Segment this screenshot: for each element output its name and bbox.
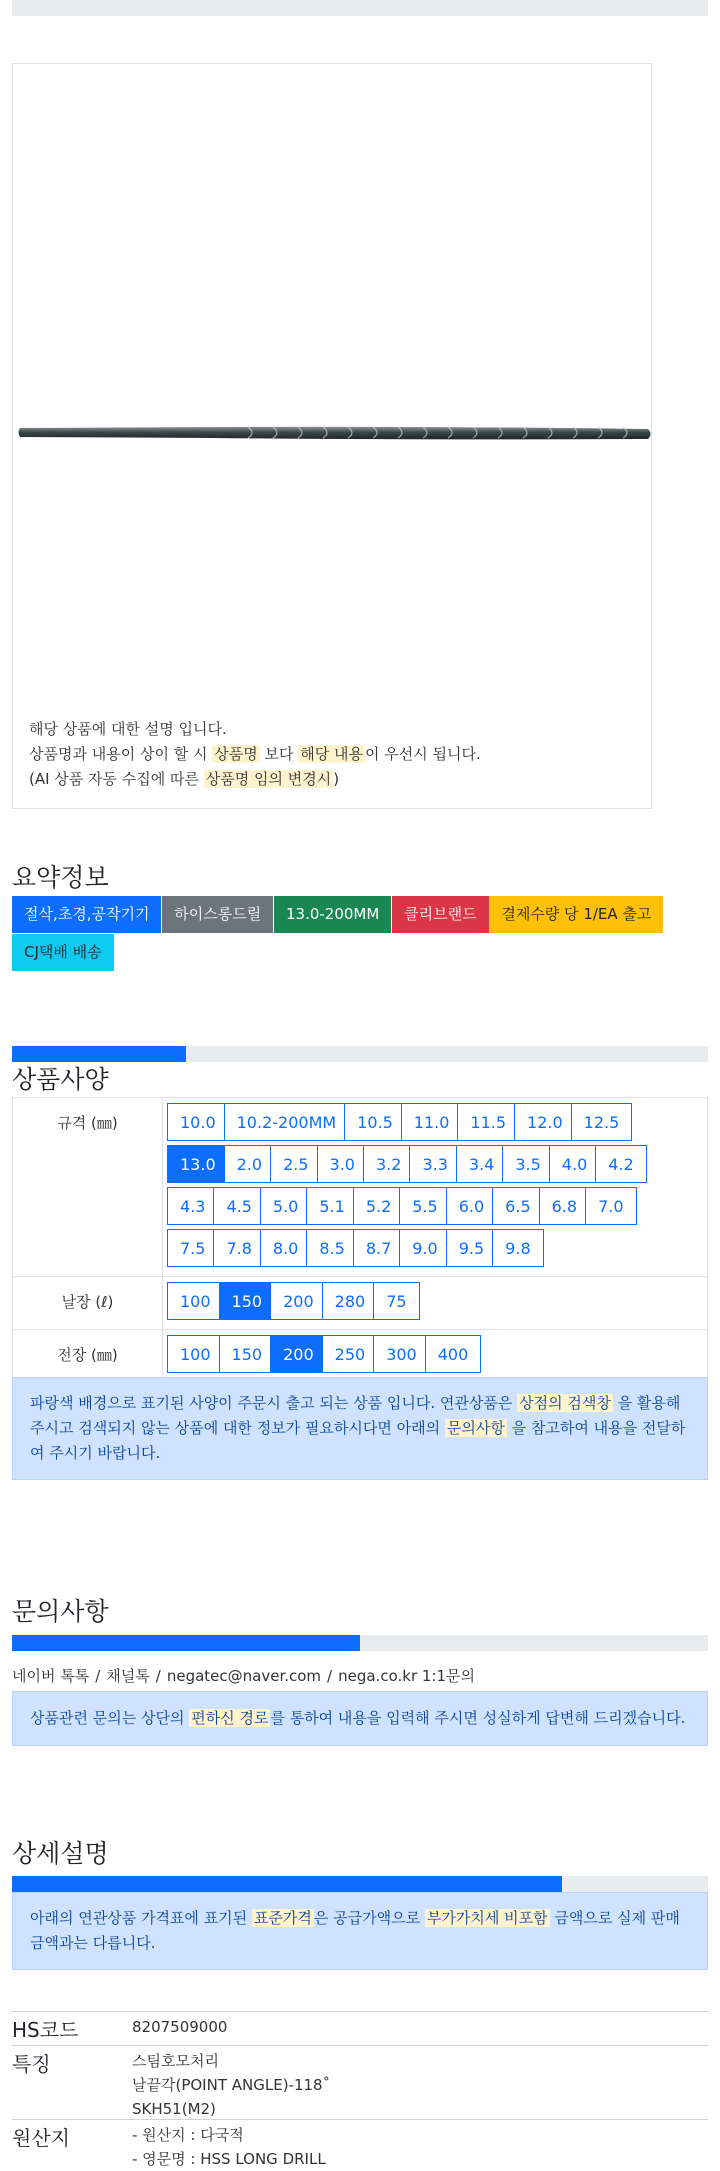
- info-line: 8207509000: [132, 2018, 228, 2036]
- info-key: 원산지: [12, 2126, 70, 2150]
- size-option-selected[interactable]: 13.0: [167, 1145, 229, 1183]
- size-options: [163, 1098, 708, 1277]
- info-value: [132, 2123, 326, 2171]
- info-line: SKH51(M2): [132, 2100, 216, 2118]
- size-option[interactable]: 9.5: [446, 1229, 497, 1267]
- size-option[interactable]: 2.5: [270, 1145, 321, 1183]
- summary-title: 요약정보: [12, 863, 109, 892]
- highlight: 상품명: [214, 745, 258, 763]
- highlight: 해당 내용: [300, 745, 363, 763]
- desc-text: 보다: [259, 745, 299, 763]
- size-option[interactable]: 5.2: [353, 1187, 404, 1225]
- inquiry-notice: [12, 1691, 708, 1746]
- specs-progress-bar: [12, 1046, 708, 1062]
- separator: /: [327, 1667, 333, 1685]
- size-option[interactable]: 4.2: [595, 1145, 646, 1183]
- channel-talk-link[interactable]: 채널톡: [106, 1667, 150, 1685]
- notice-text: 파랑색 배경으로 표기된 사양이 주문시 출고 되는 상품 입니다. 연관상품은: [30, 1394, 518, 1412]
- size-option[interactable]: 2.0: [224, 1145, 275, 1183]
- info-key: HS코드: [12, 2018, 79, 2042]
- size-option[interactable]: 3.3: [409, 1145, 460, 1183]
- size-option[interactable]: 5.1: [306, 1187, 357, 1225]
- brand-badge: 클리브랜드: [392, 896, 488, 933]
- info-value: [132, 2015, 227, 2039]
- info-line: 스팀호모처리: [132, 2052, 219, 2070]
- notice-text: 을 참고하여 내용을 전달하여 주시기 바랍니다.: [30, 1419, 686, 1462]
- spec-row-size: [13, 1098, 708, 1277]
- total-length-option-selected[interactable]: 200: [270, 1335, 327, 1373]
- desc-text: (AI 상품 자동 수집에 따른: [29, 770, 204, 788]
- desc-line-2: [29, 742, 481, 767]
- size-option[interactable]: 12.0: [514, 1103, 576, 1141]
- naver-talk-link[interactable]: 네이버 톡톡: [12, 1667, 90, 1685]
- size-option[interactable]: 7.5: [167, 1229, 218, 1267]
- spec-label: 전장 (㎜): [13, 1330, 163, 1383]
- separator: /: [155, 1667, 161, 1685]
- size-option[interactable]: 6.8: [539, 1187, 590, 1225]
- size-option[interactable]: 6.5: [492, 1187, 543, 1225]
- size-option[interactable]: 12.5: [571, 1103, 633, 1141]
- summary-badges: [12, 896, 708, 972]
- notice-text: 아래의 연관상품 가격표에 표기된: [30, 1909, 252, 1927]
- product-image-panel: [12, 63, 652, 809]
- size-option[interactable]: 11.5: [457, 1103, 519, 1141]
- detail-progress-bar: [12, 1876, 708, 1892]
- highlight: 부가가치세 비포함: [426, 1909, 548, 1927]
- total-length-option[interactable]: 100: [167, 1335, 224, 1373]
- desc-line-3: [29, 767, 481, 792]
- size-option[interactable]: 4.5: [213, 1187, 264, 1225]
- spec-notice: [12, 1377, 708, 1480]
- total-length-option[interactable]: 150: [219, 1335, 276, 1373]
- highlight: 표준가격: [253, 1909, 312, 1927]
- flute-length-options: [163, 1277, 708, 1330]
- spec-label: 날장 (ℓ): [13, 1277, 163, 1330]
- size-option[interactable]: 9.8: [492, 1229, 543, 1267]
- spec-label: 규격 (㎜): [13, 1098, 163, 1277]
- notice-text: 을 활용해 주시고 검색되지 않는 상품에 대한 정보가 필요하시다면 아래의: [30, 1394, 681, 1437]
- quantity-badge: 결제수량 당 1/EA 출고: [489, 896, 663, 933]
- size-option[interactable]: 10.2-200MM: [224, 1103, 350, 1141]
- image-description: [29, 717, 481, 792]
- desc-text: 이 우선시 됩니다.: [364, 745, 481, 763]
- size-option[interactable]: 10.0: [167, 1103, 229, 1141]
- size-option[interactable]: 3.2: [363, 1145, 414, 1183]
- flute-length-option[interactable]: 100: [167, 1282, 224, 1320]
- info-key: 특징: [12, 2052, 51, 2076]
- size-option[interactable]: 4.0: [549, 1145, 600, 1183]
- notice-text: 은 공급가액으로: [313, 1909, 425, 1927]
- top-progress-bar: [12, 0, 708, 16]
- email-link[interactable]: negatec@naver.com: [166, 1667, 322, 1685]
- flute-length-option-selected[interactable]: 150: [219, 1282, 276, 1320]
- one-to-one-inquiry-link[interactable]: nega.co.kr 1:1문의: [338, 1667, 475, 1685]
- size-option[interactable]: 4.3: [167, 1187, 218, 1225]
- size-option[interactable]: 7.0: [585, 1187, 636, 1225]
- notice-text: 금액으로 실제 판매금액과는 다릅니다.: [30, 1909, 680, 1952]
- highlight: 문의사항: [446, 1419, 505, 1437]
- desc-text: ): [333, 770, 340, 788]
- desc-text: 상품명과 내용이 상이 할 시: [29, 745, 213, 763]
- notice-text: 상품관련 문의는 상단의: [30, 1709, 190, 1727]
- detail-title: 상세설명: [12, 1839, 109, 1868]
- size-option[interactable]: 5.5: [399, 1187, 450, 1225]
- size-option[interactable]: 11.0: [401, 1103, 463, 1141]
- highlight: 상점의 검색창: [519, 1394, 611, 1412]
- total-length-options: [163, 1330, 708, 1383]
- type-badge: 하이스롱드릴: [162, 896, 273, 933]
- contact-channels: [12, 1665, 475, 1686]
- size-option[interactable]: 5.0: [260, 1187, 311, 1225]
- flute-length-option[interactable]: 200: [270, 1282, 327, 1320]
- size-option[interactable]: 8.5: [306, 1229, 357, 1267]
- size-option[interactable]: 10.5: [344, 1103, 406, 1141]
- size-option[interactable]: 9.0: [399, 1229, 450, 1267]
- drill-image: [13, 414, 653, 454]
- specs-title: 상품사양: [12, 1065, 109, 1094]
- highlight: 편하신 경로: [191, 1709, 269, 1727]
- highlight: 상품명 임의 변경시: [205, 770, 332, 788]
- info-value: [132, 2049, 330, 2121]
- notice-text: 를 통하여 내용을 입력해 주시면 성실하게 답변해 드리겠습니다.: [270, 1709, 686, 1727]
- info-row-hs-code: [12, 2011, 708, 2045]
- spec-row-flute-length: [13, 1277, 708, 1330]
- size-option[interactable]: 3.0: [317, 1145, 368, 1183]
- size-option[interactable]: 6.0: [446, 1187, 497, 1225]
- flute-length-option[interactable]: 280: [322, 1282, 379, 1320]
- total-length-option[interactable]: 400: [425, 1335, 482, 1373]
- size-badge: 13.0-200MM: [274, 896, 391, 933]
- flute-length-option[interactable]: 75: [373, 1282, 419, 1320]
- category-badge: 절삭,초경,공작기기: [12, 896, 161, 933]
- shipping-badge: CJ택배 배송: [12, 934, 114, 971]
- total-length-option[interactable]: 300: [373, 1335, 430, 1373]
- spec-row-total-length: [13, 1330, 708, 1383]
- info-row-origin: [12, 2119, 708, 2167]
- detail-notice: [12, 1892, 708, 1970]
- separator: /: [95, 1667, 101, 1685]
- inquiry-title: 문의사항: [12, 1597, 109, 1626]
- spec-table: [12, 1097, 708, 1383]
- info-line: - 영문명 : HSS LONG DRILL: [132, 2150, 326, 2168]
- info-row-features: [12, 2045, 708, 2119]
- size-option[interactable]: 8.0: [260, 1229, 311, 1267]
- info-line: - 원산지 : 다국적: [132, 2126, 244, 2144]
- desc-line-1: 해당 상품에 대한 설명 입니다.: [29, 720, 227, 738]
- size-option[interactable]: 8.7: [353, 1229, 404, 1267]
- total-length-option[interactable]: 250: [322, 1335, 379, 1373]
- inquiry-progress-bar: [12, 1635, 708, 1651]
- size-option[interactable]: 7.8: [213, 1229, 264, 1267]
- size-option[interactable]: 3.4: [456, 1145, 507, 1183]
- size-option[interactable]: 3.5: [502, 1145, 553, 1183]
- info-line: 날끝각(POINT ANGLE)-118˚: [132, 2076, 331, 2094]
